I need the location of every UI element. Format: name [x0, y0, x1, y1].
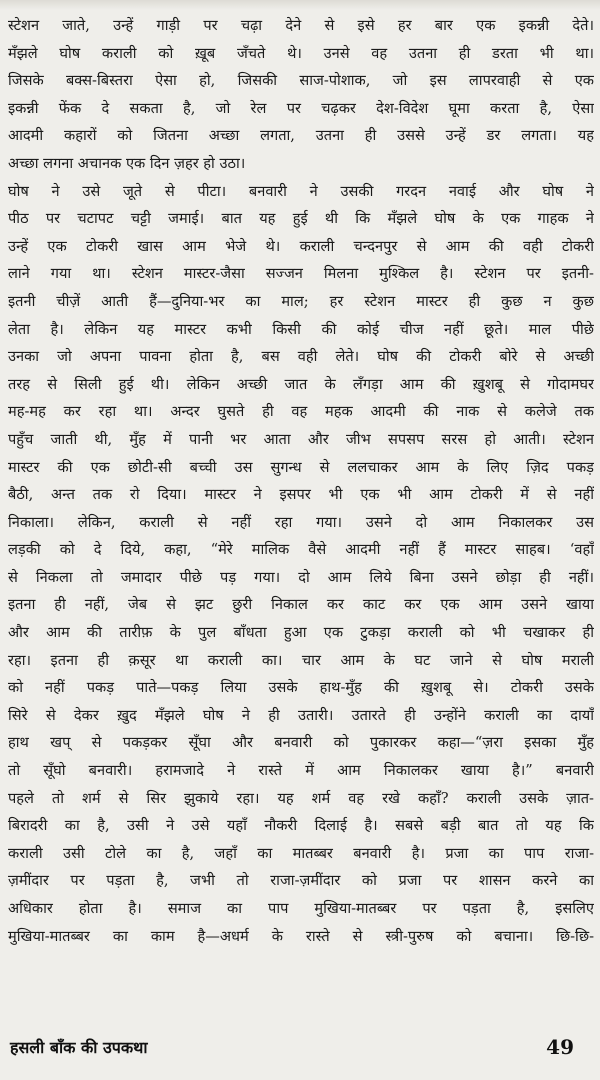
body-text: [8, 12, 594, 950]
text-line: पहुँच जाती थी, मुँह में पानी भर आता और जीभ सपसप सरस हो आती। स्टेशन: [8, 430, 594, 448]
text-line: आदमी कहारों को जितना अच्छा लगता, उतना ही उससे उन्हें डर लगता। यह: [8, 127, 594, 145]
page-footer: [10, 1032, 574, 1062]
page-number: 49: [546, 1035, 574, 1059]
text-line: पीठ पर चटापट चट्टी जमाई। बात यह हुई थी कि मँझले घोष के एक गाहक ने: [8, 210, 594, 228]
text-line: घोष ने उसे जूते से पीटा। बनवारी ने उसकी गरदन नवाई और घोष ने: [8, 182, 594, 200]
text-line: इतनी चीज़ें आती हैं—दुनिया-भर का माल; हर स्टेशन मास्टर ही कुछ न कुछ: [8, 292, 594, 310]
text-line: को नहीं पकड़ पाते—पकड़ लिया उसके हाथ-मुँह की ख़ुशबू से। टोकरी उसके: [8, 679, 594, 697]
text-line: तरह से सिली हुई थी। लेकिन अच्छी जात के लँगड़ा आम की ख़ुशबू से गोदामघर: [8, 375, 594, 393]
text-line: जिसके बक्स-बिस्तरा ऐसा हो, जिसकी साज-पोशाक, जो इस लापरवाही से एक: [8, 72, 594, 90]
text-line: लाने गया था। स्टेशन मास्टर-जैसा सज्जन मिलना मुश्किल है। स्टेशन पर इतनी-: [8, 265, 594, 283]
text-line: तो सूँघो बनवारी। हरामजादे ने रास्ते में आम निकालकर खाया है।” बनवारी: [8, 762, 594, 780]
text-line: उन्हें एक टोकरी खास आम भेजे थे। कराली चन्दनपुर से आम की वही टोकरी: [8, 237, 594, 255]
text-line: कराली उसी टोले का है, जहाँ का मातब्बर बनवारी है। प्रजा का पाप राजा-: [8, 844, 594, 862]
text-line: रहा। इतना ही क़सूर था कराली का। चार आम के घट जाने से घोष मराली: [8, 651, 594, 669]
text-line: निकाला। लेकिन, कराली से नहीं रहा गया। उसने दो आम निकालकर उस: [8, 513, 594, 531]
text-line: ज़मींदार पर पड़ता है, जभी तो राजा-ज़मींदार को प्रजा पर शासन करने का: [8, 872, 594, 890]
text-line: मास्टर की एक छोटी-सी बच्ची उस सुगन्ध से ललचाकर आम के लिए ज़िद पकड़: [8, 458, 594, 476]
text-line: अच्छा लगना अचानक एक दिन ज़हर हो उठा।: [8, 154, 246, 172]
text-line: इकन्नी फेंक दे सकता है, जो रेल पर चढ़कर देश-विदेश घूमा करता है, ऐसा: [8, 99, 594, 117]
text-line: से निकला तो जमादार पीछे पड़ गया। दो आम लिये बिना उसने छोड़ा ही नहीं।: [8, 568, 594, 586]
text-line: अधिकार होता है। समाज का पाप मुखिया-मातब्बर पर पड़ता है, इसलिए: [8, 900, 594, 917]
text-line: उनका जो अपना पावना होता है, बस वही लेते। घोष की टोकरी बोरे से अच्छी: [8, 348, 594, 366]
text-line: और आम की तारीफ़ के पुल बाँधता हुआ एक टुकड़ा कराली को भी चखाकर ही: [8, 624, 594, 642]
text-line: लेता है। लेकिन यह मास्टर कभी किसी की कोई चीज नहीं छूते। माल पीछे: [8, 320, 594, 338]
show-through-strip: [0, 0, 600, 10]
text-line: पहले तो शर्म से सिर झुकाये रहा। यह शर्म वह रखे कहाँ? कराली उसके ज़ात-: [8, 789, 594, 807]
text-line: मँझले घोष कराली को ख़ूब जँचते थे। उनसे वह उतना ही डरता भी था।: [8, 44, 594, 62]
text-line: बिरादरी का है, उसी ने उसे यहाँ नौकरी दिलाई है। सबसे बड़ी बात तो यह कि: [8, 817, 594, 835]
text-line: लड़की को दे दिये, कहा, “मेरे मालिक वैसे आदमी नहीं हैं मास्टर साहब। ‘वहाँ: [8, 541, 594, 559]
text-line: सिरे से देकर ख़ुद मँझले घोष ने ही उतारी। उतारते ही उन्होंने कराली का दायाँ: [8, 706, 594, 724]
text-line: बैठी, अन्त तक रो दिया। मास्टर ने इसपर भी एक भी आम टोकरी में से नहीं: [8, 486, 594, 504]
text-line: इतना ही नहीं, जेब से झट छुरी निकाल कर काट कर एक आम उसने खाया: [8, 596, 594, 614]
text-line: मुखिया-मातब्बर का काम है—अधर्म के रास्ते से स्त्री-पुरुष को बचाना। छि-छि-: [8, 927, 594, 945]
running-title: हसली बाँक की उपकथा: [10, 1038, 148, 1057]
text-line: मह-मह कर रहा था। अन्दर घुसते ही वह महक आदमी की नाक से कलेजे तक: [8, 403, 594, 421]
text-line: हाथ खप् से पकड़कर सूँघा और बनवारी को पुकारकर कहा—“ज़रा इसका मुँह: [8, 734, 594, 752]
text-line: स्टेशन जाते, उन्हें गाड़ी पर चढ़ा देने से इसे हर बार एक इकन्नी देते।: [8, 17, 594, 34]
